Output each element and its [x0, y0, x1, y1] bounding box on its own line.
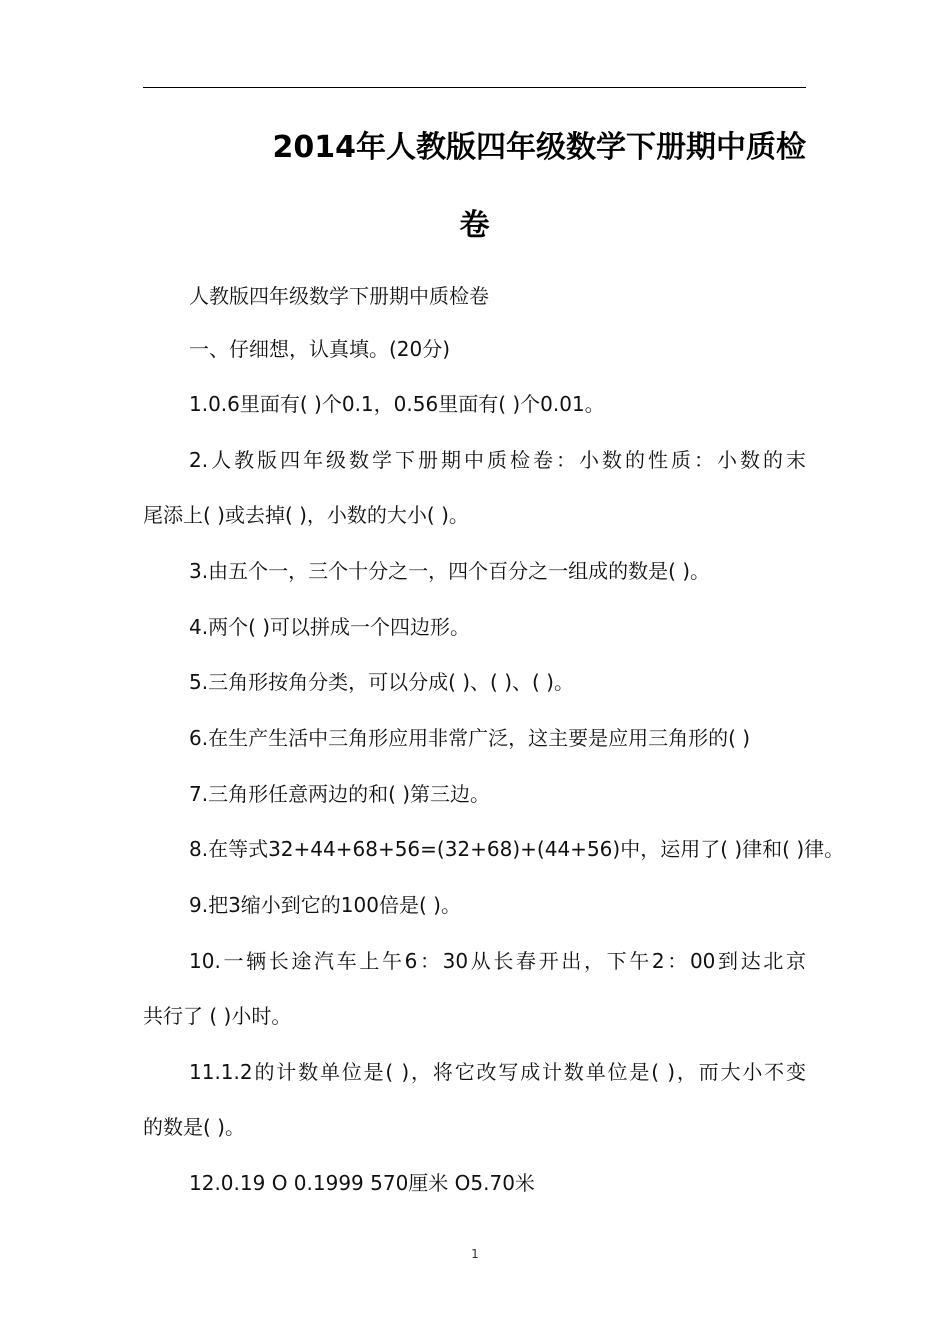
header-rule [143, 87, 806, 88]
question-6: 6.在生产生活中三角形应用非常广泛，这主要是应用三角形的( ) [189, 726, 751, 750]
question-9: 9.把3缩小到它的100倍是( )。 [189, 893, 461, 917]
question-12: 12.0.19 O 0.1999 570厘米 O5.70米 [189, 1171, 535, 1195]
question-7: 7.三角形任意两边的和( )第三边。 [189, 782, 491, 806]
section-heading: 一、仔细想，认真填。(20分) [189, 337, 451, 361]
question-2-line-2: 尾添上( )或去掉( )，小数的大小( )。 [143, 503, 469, 527]
question-8: 8.在等式32+44+68+56=(32+68)+(44+56)中，运用了( )律和( )律。 [189, 837, 845, 861]
question-3: 3.由五个一，三个十分之一，四个百分之一组成的数是( )。 [189, 559, 711, 583]
document-title-line-1: 2014年人教版四年级数学下册期中质检 [272, 130, 806, 165]
question-11-line-2: 的数是( )。 [143, 1115, 245, 1139]
question-1: 1.0.6里面有( )个0.1，0.56里面有( )个0.01。 [189, 392, 605, 416]
page-number: 1 [471, 1247, 479, 1261]
question-11-line-1: 11.1.2的计数单位是( )，将它改写成计数单位是( )，而大小不变 [189, 1060, 806, 1084]
subtitle: 人教版四年级数学下册期中质检卷 [189, 284, 489, 308]
question-2-line-1: 2.人教版四年级数学下册期中质检卷：小数的性质：小数的末 [189, 448, 806, 472]
question-10-line-2: 共行了 ( )小时。 [143, 1004, 292, 1028]
question-5: 5.三角形按角分类，可以分成( )、( )、( )。 [189, 670, 574, 694]
document-title-line-2: 卷 [459, 208, 490, 243]
question-4: 4.两个( )可以拼成一个四边形。 [189, 615, 471, 639]
question-10-line-1: 10.一辆长途汽车上午6：30从长春开出，下午2：00到达北京 [189, 949, 806, 973]
